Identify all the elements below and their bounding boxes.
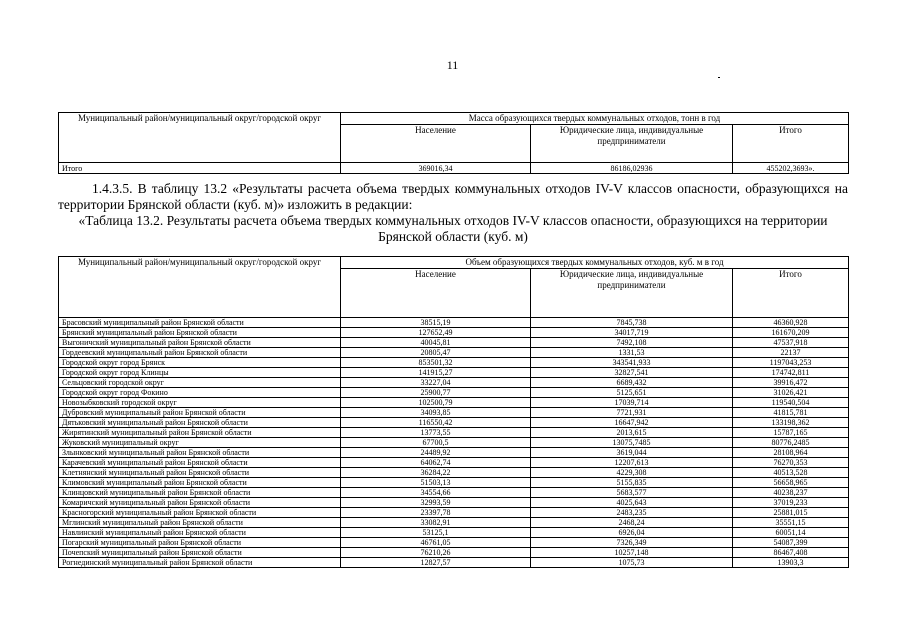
total-value: 25881,015 — [733, 508, 849, 518]
table2-head-population: Население — [341, 269, 531, 318]
legal-value: 17039,714 — [531, 398, 733, 408]
legal-value: 3619,044 — [531, 448, 733, 458]
district-name: Сельцовский городской округ — [59, 378, 341, 388]
waste-volume-table — [58, 256, 849, 568]
district-name: Новозыбковский городской округ — [59, 398, 341, 408]
population-value: 34093,85 — [341, 408, 531, 418]
total-value: 41815,781 — [733, 408, 849, 418]
table-row — [59, 358, 849, 368]
population-value: 127652,49 — [341, 328, 531, 338]
table-row — [59, 518, 849, 528]
table-row — [59, 328, 849, 338]
district-name: Клинцовский муниципальный район Брянской области — [59, 488, 341, 498]
legal-value: 2013,615 — [531, 428, 733, 438]
district-name: Рогнединский муниципальный район Брянской области — [59, 558, 341, 568]
total-value: 46360,928 — [733, 318, 849, 328]
table1-total-legal: 86186,02936 — [531, 163, 733, 174]
legal-value: 4025,643 — [531, 498, 733, 508]
legal-value: 7721,931 — [531, 408, 733, 418]
district-name: Навлинский муниципальный район Брянской области — [59, 528, 341, 538]
total-value: 174742,811 — [733, 368, 849, 378]
total-value: 56658,965 — [733, 478, 849, 488]
district-name: Почепский муниципальный район Брянской области — [59, 548, 341, 558]
table-row — [59, 408, 849, 418]
table2-body — [59, 318, 849, 568]
total-value: 80776,2485 — [733, 438, 849, 448]
legal-value: 16647,942 — [531, 418, 733, 428]
table-row — [59, 378, 849, 388]
total-value: 28108,964 — [733, 448, 849, 458]
population-value: 853501,32 — [341, 358, 531, 368]
table-row — [59, 348, 849, 358]
table1-head-population: Население — [341, 125, 531, 163]
table-row — [59, 388, 849, 398]
legal-value: 7326,349 — [531, 538, 733, 548]
district-name: Жуковский муниципальный округ — [59, 438, 341, 448]
total-value: 76270,353 — [733, 458, 849, 468]
population-value: 67700,5 — [341, 438, 531, 448]
table-row — [59, 468, 849, 478]
total-value: 47537,918 — [733, 338, 849, 348]
table-row — [59, 458, 849, 468]
legal-value: 6689,432 — [531, 378, 733, 388]
district-name: Выгоничский муниципальный район Брянской области — [59, 338, 341, 348]
total-value: 1197043,253 — [733, 358, 849, 368]
total-value: 161670,209 — [733, 328, 849, 338]
district-name: Городской округ город Брянск — [59, 358, 341, 368]
table1-head-group: Масса образующихся твердых коммунальных отходов, тонн в год — [341, 113, 849, 125]
total-value: 40238,237 — [733, 488, 849, 498]
district-name: Злынковский муниципальный район Брянской области — [59, 448, 341, 458]
table-row — [59, 438, 849, 448]
table-row — [59, 318, 849, 328]
table-row — [59, 478, 849, 488]
legal-value: 12207,613 — [531, 458, 733, 468]
population-value: 23397,78 — [341, 508, 531, 518]
population-value: 46761,05 — [341, 538, 531, 548]
table-row — [59, 498, 849, 508]
table1-head-total: Итого — [733, 125, 849, 163]
district-name: Жирятинский муниципальный район Брянской области — [59, 428, 341, 438]
population-value: 25900,77 — [341, 388, 531, 398]
district-name: Брасовский муниципальный район Брянской области — [59, 318, 341, 328]
legal-value: 34017,719 — [531, 328, 733, 338]
population-value: 12827,57 — [341, 558, 531, 568]
district-name: Клетнянский муниципальный район Брянской области — [59, 468, 341, 478]
table-row — [59, 448, 849, 458]
population-value: 34554,66 — [341, 488, 531, 498]
population-value: 53125,1 — [341, 528, 531, 538]
legal-value: 4229,308 — [531, 468, 733, 478]
legal-value: 32827,541 — [531, 368, 733, 378]
total-value: 60051,14 — [733, 528, 849, 538]
table-row — [59, 418, 849, 428]
legal-value: 7845,738 — [531, 318, 733, 328]
page-number: 11 — [446, 58, 459, 72]
population-value: 20805,47 — [341, 348, 531, 358]
legal-value: 5155,835 — [531, 478, 733, 488]
total-value: 15787,165 — [733, 428, 849, 438]
district-name: Мглинский муниципальный район Брянской области — [59, 518, 341, 528]
total-value: 37019,233 — [733, 498, 849, 508]
table-row — [59, 508, 849, 518]
district-name: Красногорский муниципальный район Брянской области — [59, 508, 341, 518]
table-caption: «Таблица 13.2. Результаты расчета объема твердых коммунальных отходов IV-V классов опасности, образующихся на территории Брянской области (куб. м) — [78, 213, 828, 244]
table-row — [59, 398, 849, 408]
table2-head-group: Объем образующихся твердых коммунальных отходов, куб. м в год — [341, 257, 849, 269]
waste-mass-table — [58, 112, 849, 174]
scan-mark — [718, 77, 720, 78]
table-row — [59, 428, 849, 438]
total-value: 86467,408 — [733, 548, 849, 558]
table1-total-label: Итого — [59, 163, 341, 174]
table2-head-district: Муниципальный район/муниципальный округ/городской округ — [59, 257, 341, 318]
total-value: 39916,472 — [733, 378, 849, 388]
district-name: Дятьковский муниципальный район Брянской области — [59, 418, 341, 428]
legal-value: 13075,7485 — [531, 438, 733, 448]
population-value: 13773,55 — [341, 428, 531, 438]
population-value: 141915,27 — [341, 368, 531, 378]
district-name: Брянский муниципальный район Брянской области — [59, 328, 341, 338]
legal-value: 7492,108 — [531, 338, 733, 348]
population-value: 33227,04 — [341, 378, 531, 388]
table-row — [59, 488, 849, 498]
population-value: 76210,26 — [341, 548, 531, 558]
legal-value: 1331,53 — [531, 348, 733, 358]
total-value: 22137 — [733, 348, 849, 358]
legal-value: 343541,933 — [531, 358, 733, 368]
legal-value: 5125,651 — [531, 388, 733, 398]
table2-head-total: Итого — [733, 269, 849, 318]
legal-value: 10257,148 — [531, 548, 733, 558]
total-value: 119540,504 — [733, 398, 849, 408]
population-value: 24489,92 — [341, 448, 531, 458]
legal-value: 6926,04 — [531, 528, 733, 538]
table-row — [59, 538, 849, 548]
total-value: 35551,15 — [733, 518, 849, 528]
district-name: Климовский муниципальный район Брянской области — [59, 478, 341, 488]
total-value: 133198,362 — [733, 418, 849, 428]
table1-head-district: Муниципальный район/муниципальный округ/городской округ — [59, 113, 341, 163]
amendment-paragraph: 1.4.3.5. В таблицу 13.2 «Результаты расчета объема твердых коммунальных отходов IV-V классов опасности, образующихся на территории Брянской области (куб. м)» изложить в редакции: — [58, 181, 848, 212]
district-name: Погарский муниципальный район Брянской области — [59, 538, 341, 548]
district-name: Городской округ город Клинцы — [59, 368, 341, 378]
table1-total-row — [59, 163, 849, 174]
table1-head-legal: Юридические лица, индивидуальные предприниматели — [531, 125, 733, 163]
legal-value: 1075,73 — [531, 558, 733, 568]
district-name: Карачевский муниципальный район Брянской области — [59, 458, 341, 468]
total-value: 31026,421 — [733, 388, 849, 398]
population-value: 64062,74 — [341, 458, 531, 468]
legal-value: 2483,235 — [531, 508, 733, 518]
table-row — [59, 548, 849, 558]
district-name: Городской округ город Фокино — [59, 388, 341, 398]
population-value: 33082,91 — [341, 518, 531, 528]
population-value: 38515,19 — [341, 318, 531, 328]
table1-total-population: 369016,34 — [341, 163, 531, 174]
population-value: 32993,59 — [341, 498, 531, 508]
table2-head-legal: Юридические лица, индивидуальные предприниматели — [531, 269, 733, 318]
population-value: 116550,42 — [341, 418, 531, 428]
table1-total-sum: 455202,3693». — [733, 163, 849, 174]
district-name: Дубровский муниципальный район Брянской области — [59, 408, 341, 418]
table-row — [59, 368, 849, 378]
total-value: 13903,3 — [733, 558, 849, 568]
total-value: 40513,528 — [733, 468, 849, 478]
legal-value: 5683,577 — [531, 488, 733, 498]
population-value: 40045,81 — [341, 338, 531, 348]
table-row — [59, 528, 849, 538]
total-value: 54087,399 — [733, 538, 849, 548]
district-name: Гордеевский муниципальный район Брянской области — [59, 348, 341, 358]
legal-value: 2468,24 — [531, 518, 733, 528]
table-row — [59, 558, 849, 568]
table-row — [59, 338, 849, 348]
population-value: 51503,13 — [341, 478, 531, 488]
population-value: 36284,22 — [341, 468, 531, 478]
district-name: Комаричский муниципальный район Брянской области — [59, 498, 341, 508]
population-value: 102500,79 — [341, 398, 531, 408]
